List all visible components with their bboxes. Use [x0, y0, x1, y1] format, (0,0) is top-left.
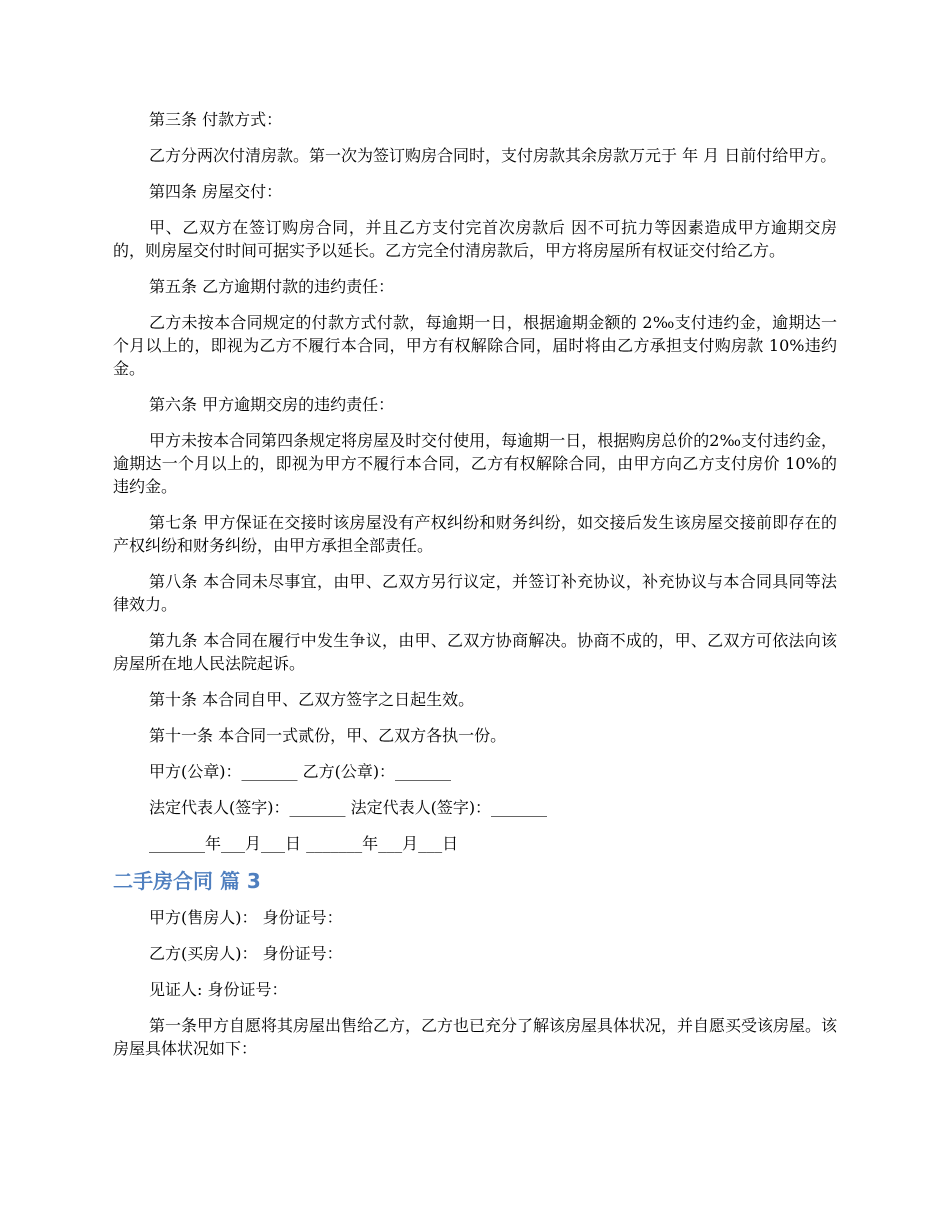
document-body: [113, 108, 837, 1073]
clause-9: 第九条 本合同在履行中发生争议，由甲、乙双方协商解决。协商不成的，甲、乙双方可依法向该房屋所在地人民法院起诉。: [113, 631, 837, 673]
clause-1-text: 第一条甲方自愿将其房屋出售给乙方，乙方也已充分了解该房屋具体状况，并自愿买受该房屋。该房屋具体状况如下：: [113, 1016, 838, 1058]
clause-4-title: 第四条 房屋交付：: [149, 182, 283, 201]
date-line: _______年___月___日 _______年___月___日: [149, 834, 459, 853]
clause-3-text: 乙方分两次付清房款。第一次为签订购房合同时，支付房款其余房款万元于 年 月 日前付给甲方。: [149, 146, 837, 165]
clause-5-title: 第五条 乙方逾期付款的违约责任：: [149, 277, 395, 296]
signature-line: 法定代表人(签字)：_______ 法定代表人(签字)：_______: [149, 798, 548, 817]
clause-8: 第八条 本合同未尽事宜，由甲、乙双方另行议定，并签订补充协议，补充协议与本合同具同等法律效力。: [113, 572, 837, 614]
clause-4-text: 甲、乙双方在签订购房合同，并且乙方支付完首次房款后 因不可抗力等因素造成甲方逾期交房的，则房屋交付时间可据实予以延长。乙方完全付清房款后，甲方将房屋所有权证交付给乙方。: [113, 218, 837, 260]
buyer-line: 乙方(买房人)： 身份证号：: [149, 944, 343, 963]
clause-6-title: 第六条 甲方逾期交房的违约责任：: [149, 395, 395, 414]
witness-line: 见证人: 身份证号：: [149, 980, 288, 999]
seller-line: 甲方(售房人)： 身份证号：: [149, 908, 343, 927]
clause-6-text: 甲方未按本合同第四条规定将房屋及时交付使用，每逾期一日，根据购房总价的2‰支付违约金，逾期达一个月以上的，即视为甲方不履行本合同，乙方有权解除合同，由甲方向乙方支付房价 10%的违约金。: [113, 431, 837, 496]
clause-5-text: 乙方未按本合同规定的付款方式付款，每逾期一日，根据逾期金额的 2‰支付违约金，逾期达一个月以上的，即视为乙方不履行本合同，甲方有权解除合同，届时将由乙方承担支付购房款 10%违约金。: [113, 313, 837, 378]
clause-3-title: 第三条 付款方式：: [149, 110, 283, 129]
clause-10: 第十条 本合同自甲、乙双方签字之日起生效。: [149, 690, 475, 709]
seal-line: 甲方(公章)：_______ 乙方(公章)：_______: [149, 762, 452, 781]
clause-11: 第十一条 本合同一式贰份，甲、乙双方各执一份。: [149, 726, 507, 745]
section-heading: 二手房合同 篇 3: [113, 869, 261, 893]
clause-7: 第七条 甲方保证在交接时该房屋没有产权纠纷和财务纠纷，如交接后发生该房屋交接前即存在的产权纠纷和财务纠纷，由甲方承担全部责任。: [113, 513, 837, 555]
